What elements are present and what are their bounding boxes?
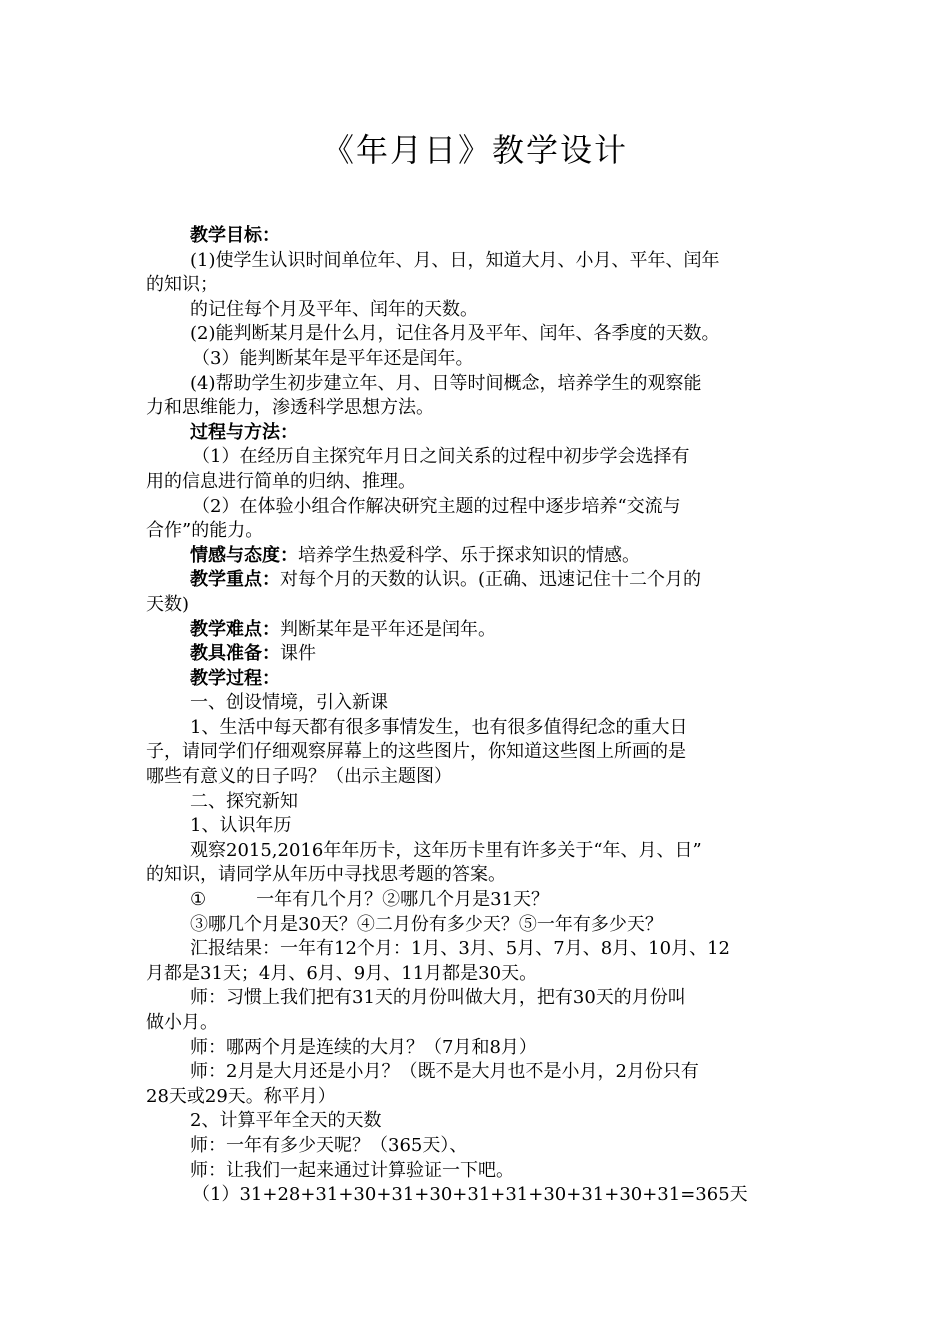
difficulty-text: 判断某年是平年还是闰年。 [280,618,496,640]
paragraph-line: 28天或29天。称平月） [146,1085,336,1107]
paragraph-line: 师：2月是大月还是小月？（既不是大月也不是小月，2月份只有 [190,1061,699,1083]
heading-teaching-process: 教学过程： [190,667,280,689]
paragraph-line: (1)使学生认识时间单位年、月、日，知道大月、小月、平年、闰年 [190,249,720,271]
document-body [146,224,818,1208]
page-title: 《年月日》教学设计 [321,131,628,169]
paragraph-line: 的知识，请同学从年历中寻找思考题的答案。 [146,864,506,886]
paragraph-line: 观察2015,2016年年历卡，这年历卡里有许多关于“年、月、日” [190,839,702,861]
heading-process-methods: 过程与方法： [190,421,298,443]
paragraph-line: 做小月。 [146,1012,218,1033]
heading-teaching-goals: 教学目标： [190,225,280,246]
section-heading: 二、探究新知 [190,790,298,812]
materials-label: 教具准备： [190,643,280,665]
question-marker: ① [190,889,207,911]
question-line [146,888,818,913]
subsection-heading: 1、认识年历 [190,815,292,837]
paragraph-line: （3）能判断某年是平年还是闰年。 [192,347,474,369]
paragraph-line: （1）在经历自主探究年月日之间关系的过程中初步学会选择有 [192,446,690,468]
paragraph-line: 子，请同学们仔细观察屏幕上的这些图片，你知道这些图上所画的是 [146,741,686,763]
paragraph-line: 哪些有意义的日子吗？（出示主题图） [146,766,452,788]
paragraph-line: 汇报结果：一年有12个月：1月、3月、5月、7月、8月、10月、12 [190,938,730,960]
materials-line [146,642,818,667]
question-text: 一年有几个月？②哪几个月是31天？ [256,889,550,911]
paragraph-line: 天数) [146,593,190,615]
paragraph-line: 师：习惯上我们把有31天的月份叫做大月，把有30天的月份叫 [190,987,686,1009]
paragraph-line: 师：哪两个月是连续的大月？（7月和8月） [190,1036,537,1058]
paragraph-line: 的记住每个月及平年、闰年的天数。 [190,298,478,320]
paragraph-line: (4)帮助学生初步建立年、月、日等时间概念，培养学生的观察能 [190,372,702,394]
paragraph-line: 力和思维能力，渗透科学思想方法。 [146,397,434,419]
paragraph-line: 的知识； [146,274,218,296]
paragraph-line: 用的信息进行简单的归纳、推理。 [146,470,416,492]
section-heading: 一、创设情境，引入新课 [190,692,388,714]
key-point-line [146,568,818,593]
key-point-label: 教学重点： [190,569,280,591]
paragraph-line: (2)能判断某月是什么月，记住各月及平年、闰年、各季度的天数。 [190,323,720,345]
paragraph-line: 1、生活中每天都有很多事情发生，也有很多值得纪念的重大日 [190,716,688,738]
paragraph-line: （2）在体验小组合作解决研究主题的过程中逐步培养“交流与 [192,495,681,517]
paragraph-line: 合作”的能力。 [146,520,264,542]
emotion-attitude-line [146,544,818,569]
paragraph-line: 月都是31天；4月、6月、9月、11月都是30天。 [146,962,538,984]
subsection-heading: 2、计算平年全天的天数 [190,1110,382,1132]
paragraph-line: 师：一年有多少天呢？（365天）、 [190,1134,468,1156]
key-point-text: 对每个月的天数的认识。(正确、迅速记住十二个月的 [280,569,702,591]
question-line: ③哪几个月是30天？④二月份有多少天？⑤一年有多少天？ [190,913,663,935]
emotion-attitude-label: 情感与态度： [190,544,298,566]
difficulty-line [146,618,818,643]
formula-line: （1）31+28+31+30+31+30+31+31+30+31+30+31=365天 [192,1184,748,1206]
paragraph-line: 师：让我们一起来通过计算验证一下吧。 [190,1159,514,1181]
emotion-attitude-text: 培养学生热爱科学、乐于探求知识的情感。 [298,544,640,566]
materials-text: 课件 [280,643,316,665]
difficulty-label: 教学难点： [190,618,280,640]
